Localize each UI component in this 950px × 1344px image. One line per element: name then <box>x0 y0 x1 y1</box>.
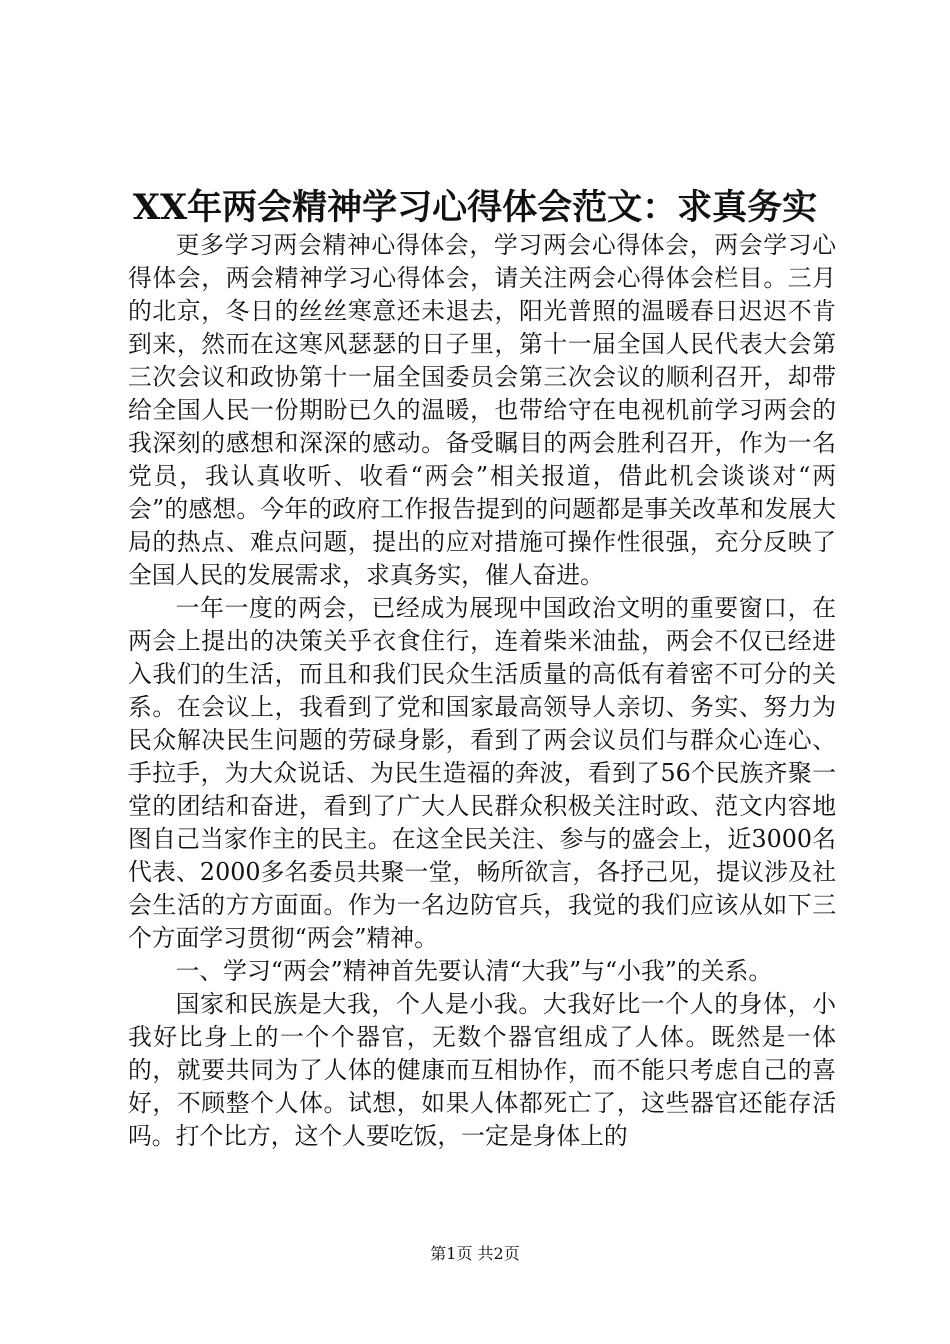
document-title: XX年两会精神学习心得体会范文：求真务实 <box>132 187 818 228</box>
paragraph: 一年一度的两会，已经成为展现中国政治文明的重要窗口，在两会上提出的决策关乎衣食住行，连着柴米油盐，两会不仅已经进入我们的生活，而且和我们民众生活质量的高低有着密不可分的关系。在会议上，我看到了党和国家最高领导人亲切、务实、努力为民众解决民生问题的劳碌身影，看到了两会议员们与群众心连心、手拉手，为大众说话、为民生造福的奔波，看到了56个民族齐聚一堂的团结和奋进，看到了广大人民群众积极关注时政、范文内容地图自己当家作主的民主。在这全民关注、参与的盛会上，近3000名代表、2000多名委员共聚一堂，畅所欲言，各抒己见，提议涉及社会生活的方方面面。作为一名边防官兵，我觉的我们应该从如下三个方面学习贯彻“两会”精神。 <box>128 594 836 952</box>
paragraph: 一、学习“两会”精神首先要认清“大我”与“小我”的关系。 <box>175 957 773 985</box>
document-body <box>128 229 836 1153</box>
page-number-footer: 第1页 共2页 <box>430 1244 520 1263</box>
paragraph: 更多学习两会精神心得体会，学习两会心得体会，两会学习心得体会，两会精神学习心得体会，请关注两会心得体会栏目。三月的北京，冬日的丝丝寒意还未退去，阳光普照的温暖春日迟迟不肯到来，然而在这寒风瑟瑟的日子里，第十一届全国人民代表大会第三次会议和政协第十一届全国委员会第三次会议的顺利召开，却带给全国人民一份期盼已久的温暖，也带给守在电视机前学习两会的我深刻的感想和深深的感动。备受瞩目的两会胜利召开，作为一名党员，我认真收听、收看“两会”相关报道，借此机会谈谈对“两会”的感想。今年的政府工作报告提到的问题都是事关改革和发展大局的热点、难点问题，提出的应对措施可操作性很强，充分反映了全国人民的发展需求，求真务实，催人奋进。 <box>128 231 836 589</box>
paragraph: 国家和民族是大我，个人是小我。大我好比一个人的身体，小我好比身上的一个个器官，无数个器官组成了人体。既然是一体的，就要共同为了人体的健康而互相协作，而不能只考虑自己的喜好，不顾整个人体。试想，如果人体都死亡了，这些器官还能存活吗。打个比方，这个人要吃饭，一定是身体上的 <box>128 990 836 1150</box>
